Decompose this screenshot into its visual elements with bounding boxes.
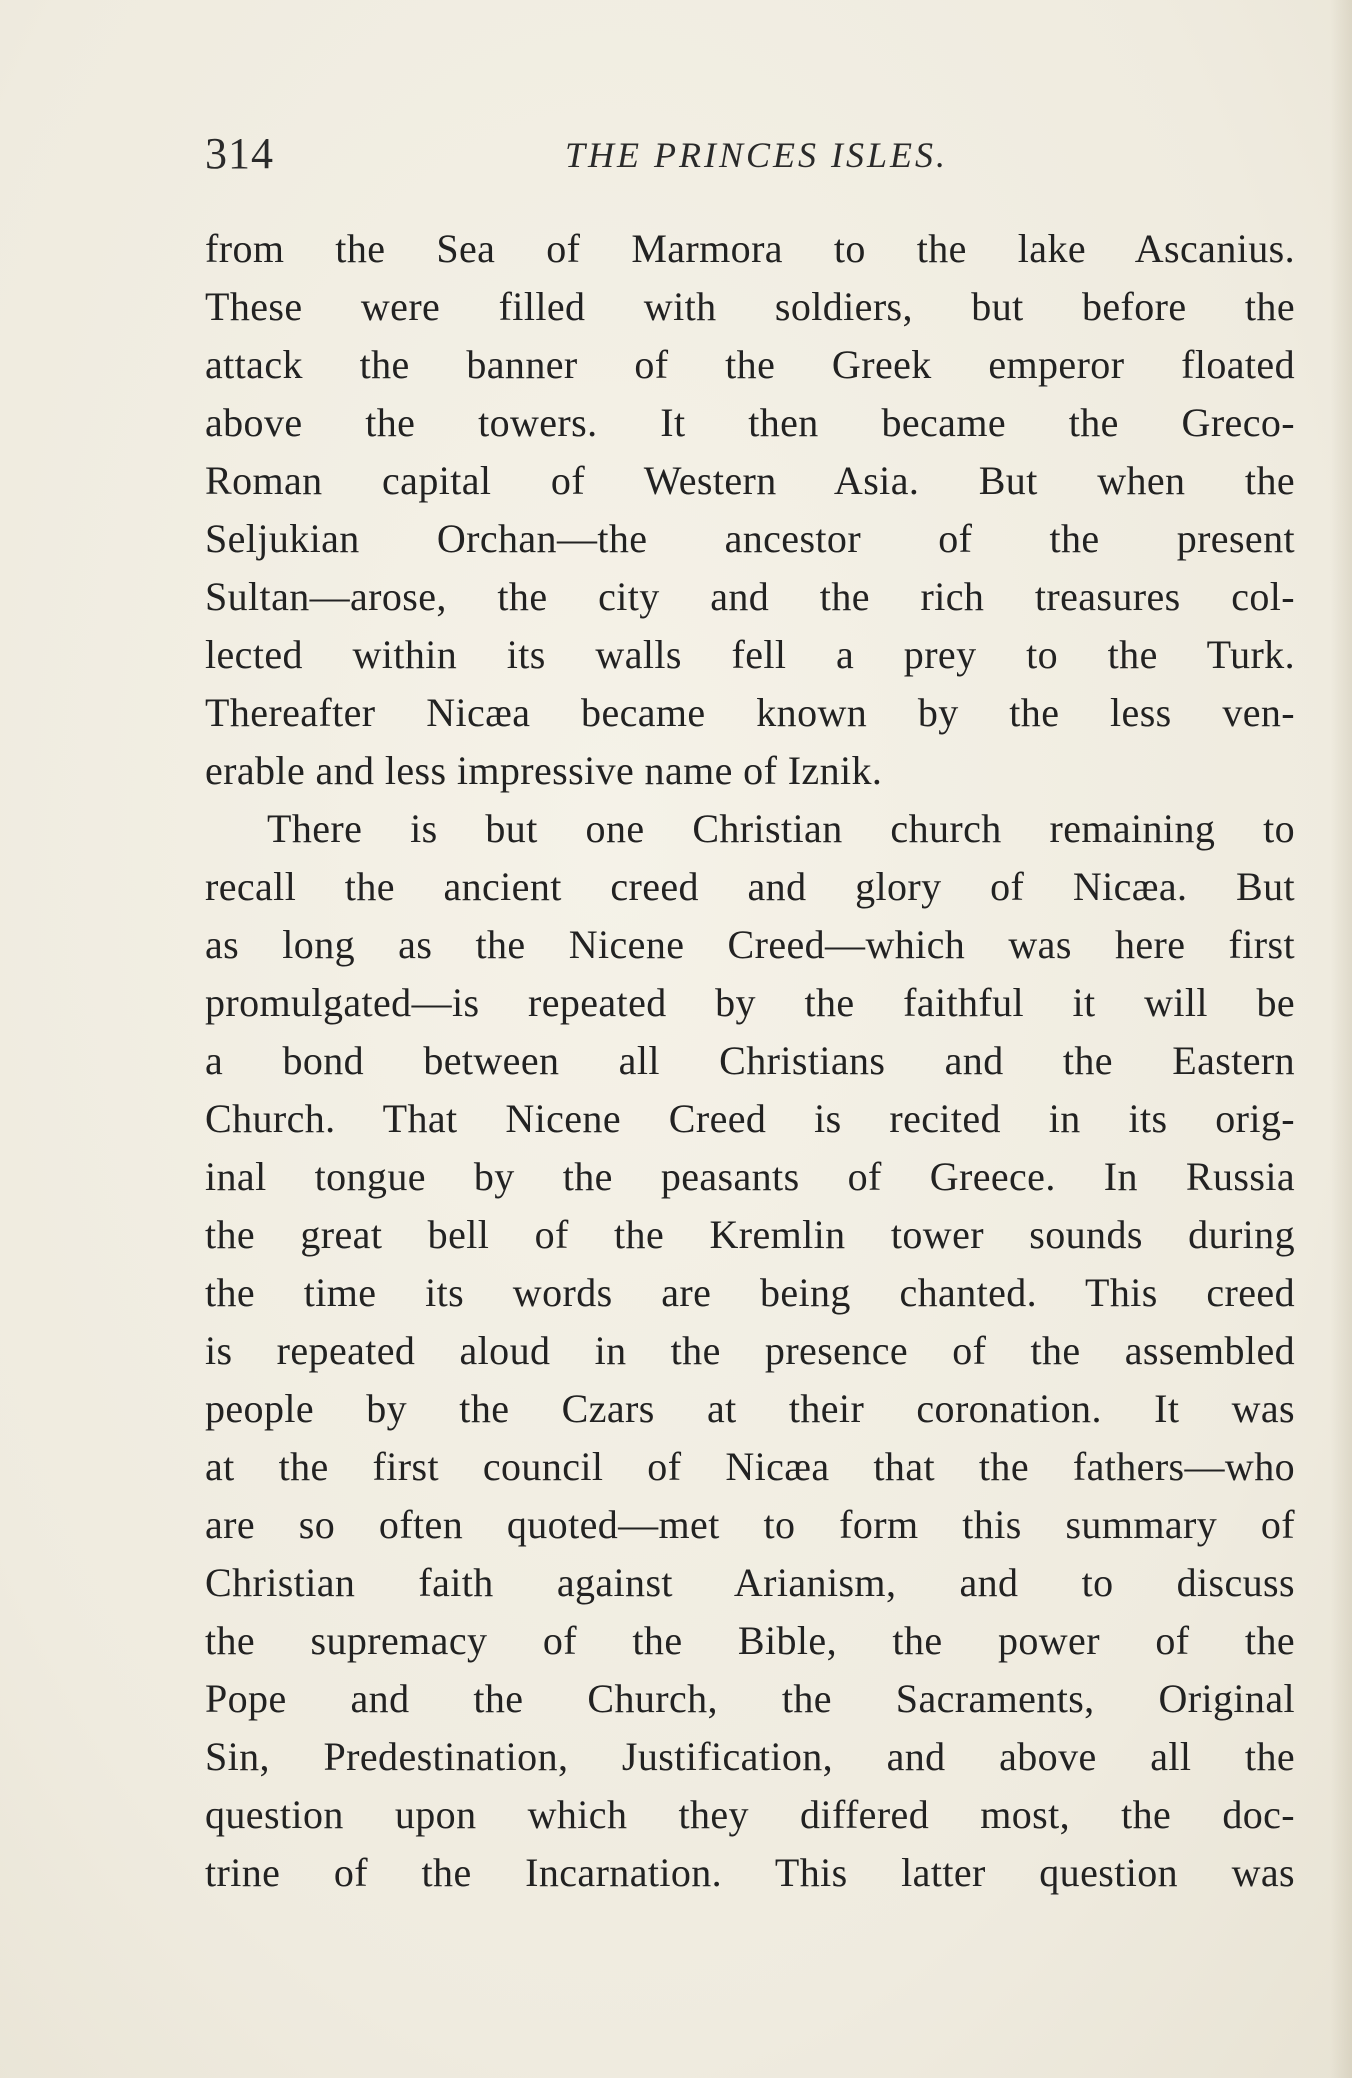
text-line: promulgated—is repeated by the faithful it will be xyxy=(205,980,1295,1025)
text-line: is repeated aloud in the presence of the assembled xyxy=(205,1328,1295,1373)
text-line: Sin, Predestination, Justification, and above all the xyxy=(205,1734,1295,1779)
page-header xyxy=(205,128,1295,188)
page-edge-shadow xyxy=(1330,0,1352,2078)
text-line: trine of the Incarnation. This latter question was xyxy=(205,1850,1295,1895)
text-line: Church. That Nicene Creed is recited in its orig- xyxy=(205,1096,1295,1141)
text-line: people by the Czars at their coronation. It was xyxy=(205,1386,1295,1431)
text-line: Sultan—arose, the city and the rich treasures col- xyxy=(205,574,1295,619)
text-line: Christian faith against Arianism, and to discuss xyxy=(205,1560,1295,1605)
text-line: attack the banner of the Greek emperor floated xyxy=(205,342,1295,387)
text-line: lected within its walls fell a prey to the Turk. xyxy=(205,632,1295,677)
text-line: the supremacy of the Bible, the power of the xyxy=(205,1618,1295,1663)
text-line: as long as the Nicene Creed—which was here first xyxy=(205,922,1295,967)
text-line: a bond between all Christians and the Eastern xyxy=(205,1038,1295,1083)
text-line: question upon which they differed most, the doc- xyxy=(205,1792,1295,1837)
text-line: from the Sea of Marmora to the lake Ascanius. xyxy=(205,226,1295,271)
body-text xyxy=(205,220,1295,1902)
text-line: the time its words are being chanted. This creed xyxy=(205,1270,1295,1315)
text-line: erable and less impressive name of Iznik. xyxy=(205,748,883,793)
text-line: the great bell of the Kremlin tower sounds during xyxy=(205,1212,1295,1257)
text-line: above the towers. It then became the Greco- xyxy=(205,400,1295,445)
text-line: at the first council of Nicæa that the fathers—who xyxy=(205,1444,1295,1489)
text-line: are so often quoted—met to form this summary of xyxy=(205,1502,1295,1547)
text-line: These were filled with soldiers, but before the xyxy=(205,284,1295,329)
text-line: Thereafter Nicæa became known by the less ven- xyxy=(205,690,1295,735)
text-line: inal tongue by the peasants of Greece. In Russia xyxy=(205,1154,1295,1199)
text-line: Pope and the Church, the Sacraments, Original xyxy=(205,1676,1295,1721)
text-line: There is but one Christian church remaining to xyxy=(267,806,1295,851)
running-head: THE PRINCES ISLES. xyxy=(565,135,948,175)
text-line: Seljukian Orchan—the ancestor of the present xyxy=(205,516,1295,561)
page-number: 314 xyxy=(205,129,274,178)
text-line: Roman capital of Western Asia. But when the xyxy=(205,458,1295,503)
text-line: recall the ancient creed and glory of Nicæa. But xyxy=(205,864,1295,909)
